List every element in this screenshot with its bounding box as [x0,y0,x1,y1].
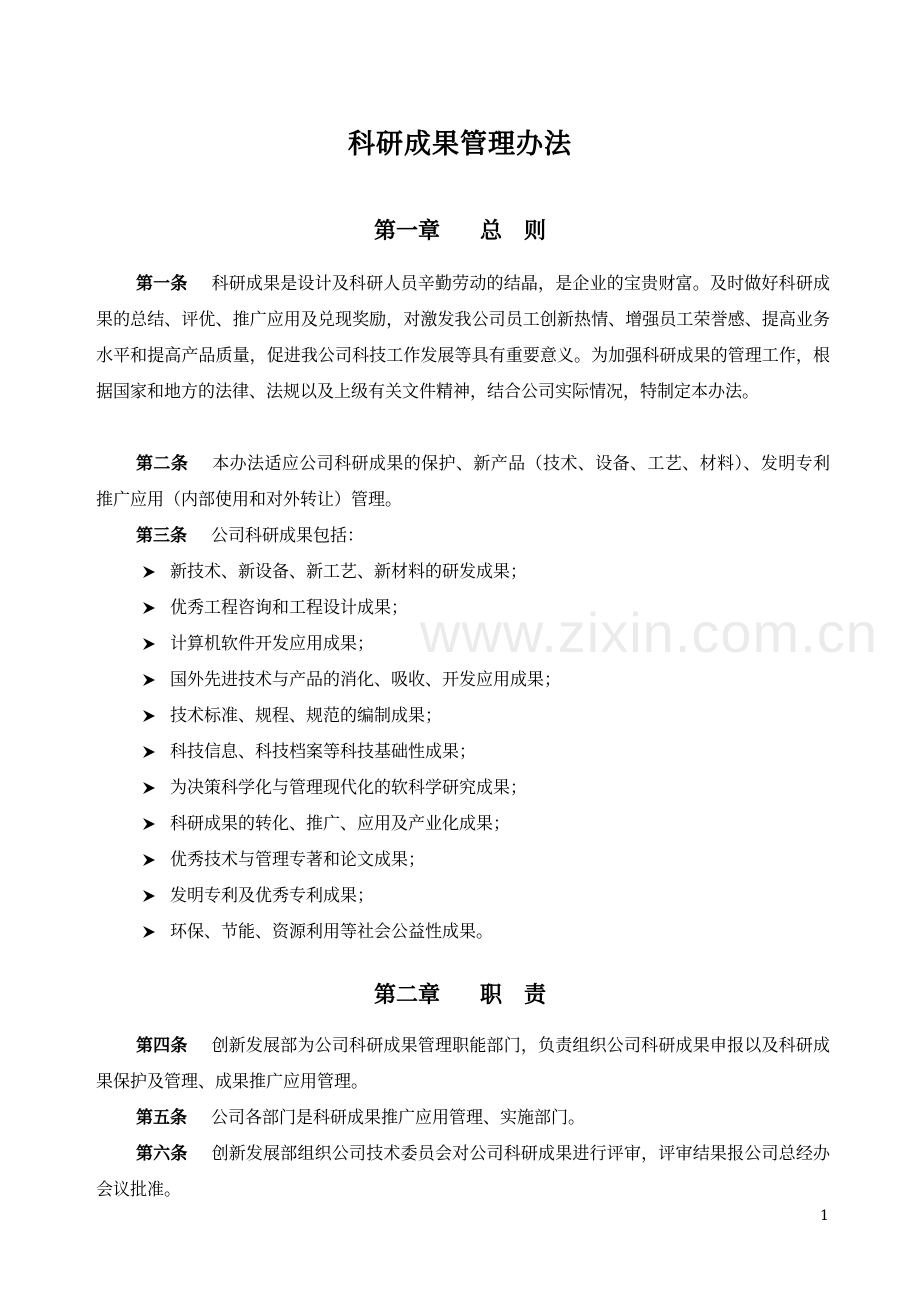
list-item [142,914,561,950]
article-text: 创新发展部组织公司技术委员会对公司科研成果进行评审，评审结果报公司总经办会议批准。 [96,1144,831,1200]
article-text: 本办法适应公司科研成果的保护、新产品（技术、设备、工艺、材料）、发明专利推广应用（内部使用和对外转让）管理。 [96,454,831,510]
article-text: 科研成果是设计及科研人员辛勤劳动的结晶，是企业的宝贵财富。及时做好科研成果的总结、评优、推广应用及兑现奖励，对激发我公司员工创新热情、增强员工荣誉感、提高业务水平和提高产品质量，促进我公司科技工作发展等具有重要意义。为加强科研成果的管理工作，根据国家和地方的法律、法规以及上级有关文件精神，结合公司实际情况，特制定本办法。 [96,274,831,402]
article-paragraph [96,1028,830,1100]
arrowhead-bullet-icon [142,853,156,867]
list-item-text: 新技术、新设备、新工艺、新材料的研发成果； [170,562,527,582]
list-item [142,626,561,662]
chapter-title-char: 则 [524,218,547,244]
chapter-title-char: 总 [479,218,502,244]
watermark: www.zixin.com.cn [420,601,878,664]
arrowhead-bullet-icon [142,565,156,579]
article-paragraph [96,266,830,410]
list-item-text: 环保、节能、资源利用等社会公益性成果。 [170,922,493,942]
list-item [142,842,561,878]
list-item [142,698,561,734]
list-item [142,662,561,698]
chapter-title-char: 职 [479,982,502,1008]
article-paragraph [96,446,830,518]
list-item-text: 科研成果的转化、推广、应用及产业化成果； [170,814,510,834]
chapter-heading [0,978,920,1009]
arrowhead-bullet-icon [142,817,156,831]
list-item [142,734,561,770]
article-label: 第五条 [136,1108,187,1128]
list-item-text: 优秀工程咨询和工程设计成果； [170,598,408,618]
list-item [142,770,561,806]
arrowhead-bullet-icon [142,637,156,651]
list-item [142,878,561,914]
list-item-text: 技术标准、规程、规范的编制成果； [170,706,442,726]
article-text: 公司各部门是科研成果推广应用管理、实施部门。 [211,1108,585,1128]
arrowhead-bullet-icon [142,925,156,939]
document-title: 科研成果管理办法 [348,129,572,160]
arrowhead-bullet-icon [142,745,156,759]
article-paragraph [96,518,830,554]
article-text: 创新发展部为公司科研成果管理职能部门，负责组织公司科研成果申报以及科研成果保护及管理、成果推广应用管理。 [96,1036,831,1092]
arrowhead-bullet-icon [142,709,156,723]
article-label: 第四条 [136,1036,188,1056]
list-item-text: 为决策科学化与管理现代化的软科学研究成果； [170,778,527,798]
chapter-number: 第二章 [373,982,440,1008]
arrowhead-bullet-icon [142,889,156,903]
article-label: 第一条 [136,274,188,294]
chapter-number: 第一章 [373,218,440,244]
achievement-list [142,554,561,950]
list-item-text: 计算机软件开发应用成果； [170,634,374,654]
arrowhead-bullet-icon [142,601,156,615]
list-item [142,806,561,842]
article-text: 公司科研成果包括： [211,526,364,546]
page-number: 1 [820,1208,829,1224]
arrowhead-bullet-icon [142,781,156,795]
list-item-text: 科技信息、科技档案等科技基础性成果； [170,742,476,762]
article-label: 第三条 [136,526,187,546]
list-item [142,554,561,590]
chapter-heading [0,214,920,245]
arrowhead-bullet-icon [142,673,156,687]
list-item-text: 优秀技术与管理专著和论文成果； [170,850,425,870]
article-label: 第六条 [136,1144,188,1164]
article-paragraph [96,1100,830,1136]
list-item-text: 发明专利及优秀专利成果； [170,886,374,906]
article-paragraph [96,1136,830,1208]
list-item [142,590,561,626]
chapter-title-char: 责 [524,982,547,1008]
list-item-text: 国外先进技术与产品的消化、吸收、开发应用成果； [170,670,561,690]
article-label: 第二条 [136,454,189,474]
